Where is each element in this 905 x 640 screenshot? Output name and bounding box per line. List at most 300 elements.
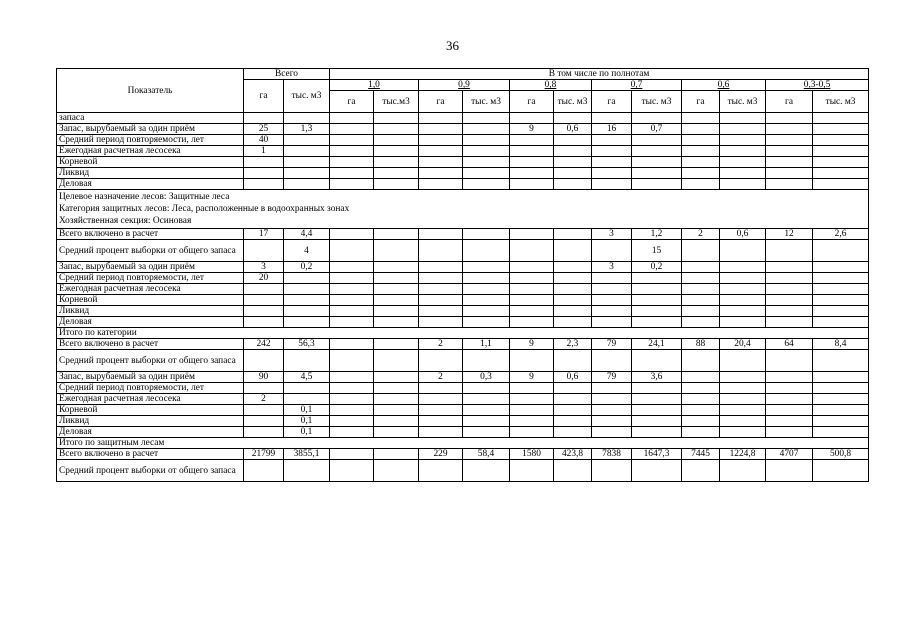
table-cell: [766, 350, 813, 372]
table-cell: [419, 262, 463, 273]
table-cell: [419, 135, 463, 146]
table-cell: [720, 273, 766, 284]
table-cell: [632, 394, 682, 405]
table-cell: [554, 284, 592, 295]
table-cell: 1,3: [284, 124, 330, 135]
table-cell: [813, 240, 869, 262]
table-cell: [766, 240, 813, 262]
table-cell: 4,5: [284, 372, 330, 383]
table-row: [57, 113, 869, 124]
table-cell: [374, 229, 419, 240]
table-cell: [330, 157, 374, 168]
table-cell: [720, 284, 766, 295]
table-cell: [720, 124, 766, 135]
table-cell: [284, 350, 330, 372]
table-cell: 17: [244, 229, 284, 240]
section-line: Категория защитных лесов: Леса, расположенные в водоохранных зонах: [59, 204, 350, 214]
table-cell: [813, 350, 869, 372]
table-cell: [463, 179, 510, 190]
table-cell: [510, 135, 554, 146]
table-cell: [766, 113, 813, 124]
table-cell: [632, 135, 682, 146]
table-row: [57, 229, 869, 240]
table-cell: [510, 157, 554, 168]
table-cell: [720, 416, 766, 427]
table-cell: [720, 179, 766, 190]
table-cell: [766, 124, 813, 135]
row-label: Средний процент выборки от общего запаса: [57, 240, 244, 262]
total-header: Всего: [244, 69, 330, 80]
row-label: Средний период повторяемости, лет: [57, 273, 244, 284]
table-cell: [284, 113, 330, 124]
table-cell: [419, 394, 463, 405]
cutting-volume-table: [56, 68, 869, 482]
table-cell: 0,6: [554, 124, 592, 135]
row-label: Ежегодная расчетная лесосека: [57, 146, 244, 157]
density-volume-header: тыс. м3: [632, 91, 682, 113]
table-row: [57, 405, 869, 416]
density-ha-header: га: [419, 91, 463, 113]
table-cell: 9: [510, 372, 554, 383]
table-row: [57, 317, 869, 328]
table-cell: [374, 306, 419, 317]
table-cell: [766, 179, 813, 190]
table-cell: [374, 460, 419, 482]
table-cell: 0,1: [284, 427, 330, 438]
table-cell: [720, 113, 766, 124]
table-cell: [682, 317, 720, 328]
table-cell: 7838: [592, 449, 632, 460]
table-body: [57, 113, 869, 482]
table-cell: [554, 273, 592, 284]
table-cell: [554, 113, 592, 124]
table-cell: [284, 394, 330, 405]
table-cell: [720, 317, 766, 328]
table-cell: [682, 427, 720, 438]
table-cell: [592, 135, 632, 146]
table-cell: [632, 317, 682, 328]
table-cell: [766, 460, 813, 482]
table-cell: [682, 240, 720, 262]
table-row: [57, 284, 869, 295]
table-cell: 0,1: [284, 416, 330, 427]
table-cell: [510, 427, 554, 438]
table-cell: 0,3: [463, 372, 510, 383]
table-cell: [720, 262, 766, 273]
table-cell: 1580: [510, 449, 554, 460]
table-cell: [554, 416, 592, 427]
table-cell: [244, 416, 284, 427]
table-cell: [682, 113, 720, 124]
table-cell: [510, 273, 554, 284]
table-cell: [632, 179, 682, 190]
table-cell: 20: [244, 273, 284, 284]
table-cell: 90: [244, 372, 284, 383]
table-cell: 0,2: [284, 262, 330, 273]
table-cell: 20,4: [720, 339, 766, 350]
table-cell: [813, 168, 869, 179]
table-cell: 40: [244, 135, 284, 146]
table-cell: [720, 168, 766, 179]
table-cell: 2: [682, 229, 720, 240]
table-cell: [813, 295, 869, 306]
table-cell: [510, 317, 554, 328]
table-row: [57, 179, 869, 190]
table-cell: [419, 179, 463, 190]
density-ha-header: га: [592, 91, 632, 113]
row-label: Запас, вырубаемый за один приём: [57, 372, 244, 383]
table-cell: [592, 273, 632, 284]
table-cell: [766, 295, 813, 306]
table-cell: [510, 179, 554, 190]
row-label: Всего включено в расчет: [57, 229, 244, 240]
table-cell: [374, 383, 419, 394]
table-cell: [463, 350, 510, 372]
table-cell: [813, 427, 869, 438]
table-cell: [330, 383, 374, 394]
table-cell: [463, 405, 510, 416]
row-label: Деловая: [57, 427, 244, 438]
table-cell: [284, 306, 330, 317]
row-label: Ликвид: [57, 306, 244, 317]
table-cell: 58,4: [463, 449, 510, 460]
table-cell: [463, 317, 510, 328]
table-cell: [244, 383, 284, 394]
table-cell: [374, 113, 419, 124]
table-cell: [720, 146, 766, 157]
table-cell: [463, 306, 510, 317]
table-cell: [374, 240, 419, 262]
table-cell: [330, 306, 374, 317]
table-cell: [766, 262, 813, 273]
table-cell: [554, 168, 592, 179]
table-cell: [419, 427, 463, 438]
table-cell: [813, 284, 869, 295]
table-cell: 8,4: [813, 339, 869, 350]
table-cell: [813, 124, 869, 135]
table-cell: [419, 306, 463, 317]
table-cell: [554, 146, 592, 157]
table-cell: [244, 284, 284, 295]
table-cell: [330, 124, 374, 135]
table-cell: [554, 306, 592, 317]
table-cell: [592, 168, 632, 179]
table-cell: [330, 135, 374, 146]
table-row: [57, 273, 869, 284]
density-header: 1,0: [330, 80, 419, 91]
table-cell: 0,7: [632, 124, 682, 135]
row-label: запаса: [57, 113, 244, 124]
table-row: [57, 190, 869, 229]
table-row: [57, 328, 869, 339]
table-cell: [682, 383, 720, 394]
density-ha-header: га: [682, 91, 720, 113]
row-label: Средний процент выборки от общего запаса: [57, 460, 244, 482]
table-cell: [463, 135, 510, 146]
table-row: [57, 135, 869, 146]
table-cell: [554, 157, 592, 168]
table-cell: [554, 350, 592, 372]
table-cell: [592, 350, 632, 372]
table-cell: [374, 427, 419, 438]
table-row: [57, 350, 869, 372]
table-cell: 3: [244, 262, 284, 273]
table-cell: [284, 460, 330, 482]
table-cell: [463, 460, 510, 482]
table-cell: [592, 405, 632, 416]
table-cell: [632, 306, 682, 317]
row-label: Средний процент выборки от общего запаса: [57, 350, 244, 372]
table-cell: 1224,8: [720, 449, 766, 460]
table-cell: [632, 168, 682, 179]
table-cell: [592, 284, 632, 295]
table-cell: 1: [244, 146, 284, 157]
table-cell: 2,3: [554, 339, 592, 350]
table-cell: 12: [766, 229, 813, 240]
table-cell: [592, 394, 632, 405]
table-cell: 229: [419, 449, 463, 460]
table-cell: [510, 284, 554, 295]
table-row: [57, 416, 869, 427]
table-cell: 0,1: [284, 405, 330, 416]
table-cell: [720, 157, 766, 168]
table-cell: 3,6: [632, 372, 682, 383]
table-cell: [244, 350, 284, 372]
table-row: [57, 262, 869, 273]
page-number: 36: [446, 38, 459, 53]
table-cell: [682, 284, 720, 295]
table-cell: [374, 135, 419, 146]
density-volume-header: тыс. м3: [554, 91, 592, 113]
table-cell: [720, 372, 766, 383]
total-volume-header: тыс. м3: [284, 80, 330, 113]
table-cell: [682, 372, 720, 383]
table-cell: [284, 157, 330, 168]
table-cell: 2: [244, 394, 284, 405]
table-cell: [632, 113, 682, 124]
table-cell: [419, 146, 463, 157]
table-cell: [374, 350, 419, 372]
row-label: Ликвид: [57, 416, 244, 427]
table-cell: [330, 295, 374, 306]
table-cell: [374, 146, 419, 157]
table-cell: [813, 273, 869, 284]
table-cell: [374, 317, 419, 328]
table-cell: 64: [766, 339, 813, 350]
table-cell: [463, 157, 510, 168]
table-header: [57, 69, 869, 113]
density-header: 0,9: [419, 80, 510, 91]
table-cell: [510, 416, 554, 427]
table-cell: [632, 146, 682, 157]
table-cell: [766, 372, 813, 383]
density-header: 0,7: [592, 80, 682, 91]
table-cell: [244, 295, 284, 306]
table-cell: [510, 405, 554, 416]
density-ha-header: га: [330, 91, 374, 113]
table-cell: [766, 427, 813, 438]
table-cell: [720, 350, 766, 372]
table-cell: [510, 394, 554, 405]
table-row: [57, 449, 869, 460]
table-row: [57, 306, 869, 317]
table-cell: [244, 427, 284, 438]
table-cell: [766, 383, 813, 394]
table-cell: 1647,3: [632, 449, 682, 460]
table-cell: [330, 427, 374, 438]
table-cell: [682, 168, 720, 179]
table-cell: [682, 273, 720, 284]
row-label: Корневой: [57, 157, 244, 168]
table-cell: [330, 179, 374, 190]
table-cell: [632, 273, 682, 284]
table-cell: [244, 306, 284, 317]
table-row: [57, 427, 869, 438]
table-cell: [419, 405, 463, 416]
table-cell: [766, 306, 813, 317]
table-cell: [330, 146, 374, 157]
table-cell: [766, 405, 813, 416]
table-cell: [419, 416, 463, 427]
density-volume-header: тыс. м3: [813, 91, 869, 113]
density-header: 0,3-0,5: [766, 80, 869, 91]
table-cell: [510, 262, 554, 273]
density-volume-header: тыс.м3: [374, 91, 419, 113]
indicator-header: Показатель: [57, 69, 244, 113]
table-cell: [554, 179, 592, 190]
table-cell: 3: [592, 262, 632, 273]
density-header: 0,8: [510, 80, 592, 91]
table-cell: [813, 157, 869, 168]
table-cell: [632, 427, 682, 438]
table-cell: [463, 168, 510, 179]
table-cell: [632, 295, 682, 306]
table-cell: [766, 284, 813, 295]
table-cell: [592, 427, 632, 438]
table-cell: 500,8: [813, 449, 869, 460]
subtotal-heading: Итого по защитным лесам: [57, 438, 869, 449]
table-cell: [330, 339, 374, 350]
table-cell: 25: [244, 124, 284, 135]
table-cell: [463, 229, 510, 240]
table-cell: [374, 124, 419, 135]
table-cell: [592, 295, 632, 306]
table-cell: [682, 460, 720, 482]
table-cell: [330, 113, 374, 124]
table-cell: [720, 427, 766, 438]
table-cell: 79: [592, 339, 632, 350]
table-cell: [510, 383, 554, 394]
table-cell: [374, 339, 419, 350]
table-cell: [284, 179, 330, 190]
row-label: Средний период повторяемости, лет: [57, 383, 244, 394]
table-cell: [813, 394, 869, 405]
table-cell: 2: [419, 372, 463, 383]
table-cell: [374, 273, 419, 284]
section-line: Целевое назначение лесов: Защитные леса: [59, 192, 230, 202]
table-cell: 1,1: [463, 339, 510, 350]
table-cell: 4707: [766, 449, 813, 460]
section-heading: [57, 190, 869, 229]
table-cell: [766, 157, 813, 168]
table-cell: [330, 229, 374, 240]
table-cell: [720, 383, 766, 394]
table-cell: [592, 383, 632, 394]
row-label: Деловая: [57, 317, 244, 328]
table-cell: [330, 394, 374, 405]
table-row: [57, 146, 869, 157]
table-cell: [463, 146, 510, 157]
table-cell: 1,2: [632, 229, 682, 240]
subtotal-heading: Итого по категории: [57, 328, 869, 339]
table-cell: [554, 262, 592, 273]
table-cell: [554, 317, 592, 328]
table-cell: [813, 383, 869, 394]
table-cell: [510, 113, 554, 124]
table-cell: [244, 113, 284, 124]
row-label: Корневой: [57, 405, 244, 416]
table-cell: [682, 135, 720, 146]
table-cell: [374, 372, 419, 383]
table-cell: [463, 124, 510, 135]
table-cell: [813, 372, 869, 383]
table-cell: [330, 262, 374, 273]
table-cell: [720, 306, 766, 317]
table-cell: [330, 284, 374, 295]
table-cell: 56,3: [284, 339, 330, 350]
row-label: Всего включено в расчет: [57, 449, 244, 460]
row-label: Средний период повторяемости, лет: [57, 135, 244, 146]
table-cell: 9: [510, 124, 554, 135]
table-cell: [554, 135, 592, 146]
density-volume-header: тыс. м3: [463, 91, 510, 113]
table-row: [57, 460, 869, 482]
table-cell: [592, 179, 632, 190]
table-cell: [813, 179, 869, 190]
table-cell: 242: [244, 339, 284, 350]
table-cell: [419, 240, 463, 262]
table-cell: [510, 240, 554, 262]
table-cell: [463, 383, 510, 394]
table-cell: [813, 135, 869, 146]
table-cell: [419, 273, 463, 284]
table-cell: [813, 306, 869, 317]
table-cell: [720, 394, 766, 405]
table-cell: [419, 124, 463, 135]
table-cell: [554, 405, 592, 416]
table-cell: [554, 394, 592, 405]
table-cell: [813, 460, 869, 482]
table-cell: [330, 449, 374, 460]
table-cell: [554, 295, 592, 306]
table-cell: [510, 168, 554, 179]
table-cell: [284, 168, 330, 179]
table-cell: [592, 306, 632, 317]
table-cell: [592, 240, 632, 262]
table-cell: [682, 350, 720, 372]
table-cell: [330, 405, 374, 416]
density-header: 0,6: [682, 80, 766, 91]
table-cell: [419, 113, 463, 124]
table-cell: [284, 273, 330, 284]
table-cell: [554, 229, 592, 240]
table-cell: [244, 317, 284, 328]
table-cell: [720, 240, 766, 262]
table-cell: [682, 262, 720, 273]
table-row: [57, 372, 869, 383]
table-cell: 24,1: [632, 339, 682, 350]
table-cell: [374, 168, 419, 179]
